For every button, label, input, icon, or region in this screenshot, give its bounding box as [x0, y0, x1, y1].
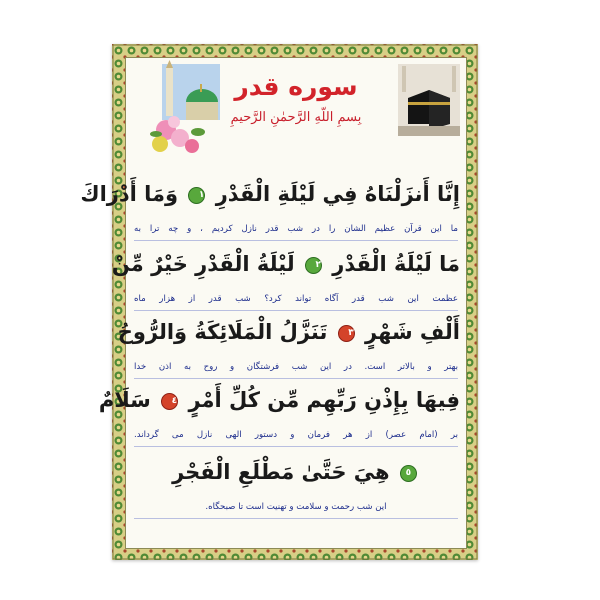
verse-text: لَيْلَةُ الْقَدْرِ خَيْرٌ مِّنْ [111, 252, 295, 276]
ruled-line [134, 310, 458, 311]
verse-text: إِنَّا أَنزَلْنَاهُ فِي لَيْلَةِ الْقَدْرِ [215, 182, 460, 206]
verse-text: تَنَزَّلُ الْمَلَائِكَةُ وَالرُّوحُ [117, 320, 328, 344]
ayah-number-marker: ٥ [400, 465, 417, 482]
verse-line-1 [80, 182, 460, 206]
quran-card [80, 44, 478, 560]
ruled-line [134, 378, 458, 379]
verse-text: وَمَا أَدْرَاكَ [80, 182, 179, 206]
verse-line-5 [132, 460, 460, 484]
verse-text: هِيَ حَتَّىٰ مَطْلَعِ الْفَجْرِ [172, 460, 390, 484]
basmala-text: بِسمِ اللّهِ الرَّحمٰنِ الرَّحیمِ [230, 110, 362, 125]
translation-line-4: بر (امام عصر) از هر فرمان و دستور الهی نازل می گرداند. [134, 430, 458, 440]
verse-text: أَلْفِ شَهْرٍ [365, 320, 460, 344]
ayah-number-marker: ٢ [305, 257, 322, 274]
translation-line-5: این شب رحمت و سلامت و تهنیت است تا صبحگاه. [205, 502, 387, 512]
translation-line-1: ما این قرآن عظیم الشان را در شب قدر نازل کردیم ، و چه ترا به [134, 224, 458, 234]
verse-line-2 [111, 252, 460, 276]
verse-line-3 [117, 320, 460, 344]
ruled-line [134, 518, 458, 519]
page-title: سوره قدر [234, 72, 358, 101]
ayah-number-marker: ٤ [161, 393, 178, 410]
verse-line-4 [98, 388, 460, 412]
verse-text: سَلَامٌ [98, 388, 151, 412]
ruled-line [134, 446, 458, 447]
verse-text: فِيهَا بِإِذْنِ رَبِّهِم مِّن كُلِّ أَمْرٍ [188, 388, 460, 412]
translation-line-3: بهتر و بالاتر است. در این شب فرشتگان و روح به اذن خدا [134, 362, 458, 372]
verse-text: مَا لَيْلَةُ الْقَدْرِ [332, 252, 460, 276]
ayah-number-marker: ١ [188, 187, 205, 204]
translation-line-2: عظمت این شب قدر آگاه تواند کرد؟ شب قدر از هزار ماه [134, 294, 458, 304]
text-panel [80, 57, 467, 549]
ayah-number-marker: ٣ [338, 325, 355, 342]
ruled-line [134, 240, 458, 241]
